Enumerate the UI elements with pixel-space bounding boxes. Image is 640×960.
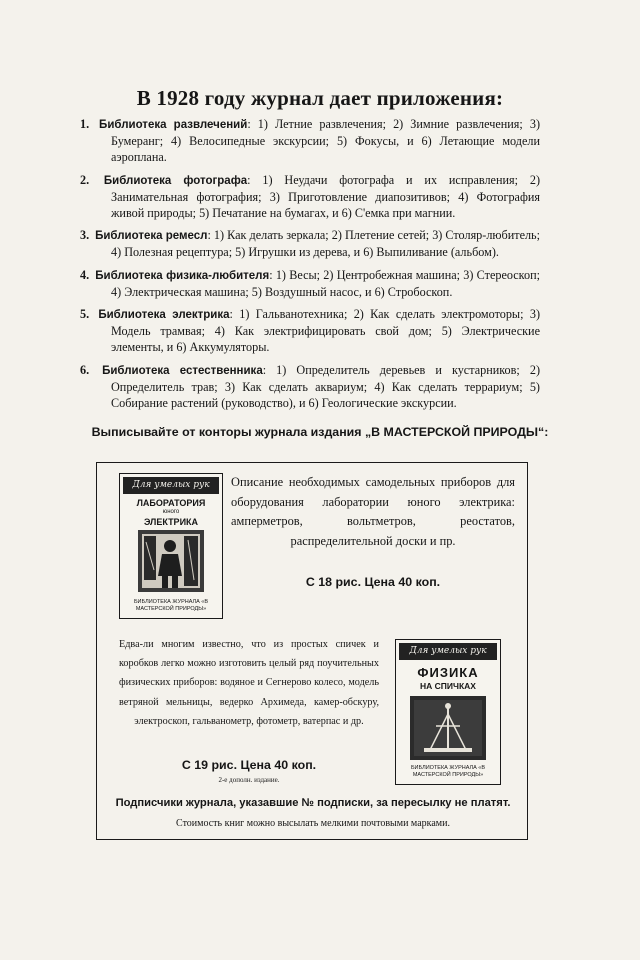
item-number: 5. [80,307,90,322]
library-contents: : 1) Гальванотехника; 2) Как сделать электромоторы; 3) Модель трамвая; 4) Как электрифицировать свой дом; 5) Электрические элементы, и 6) Аккумуляторы. [111,307,541,355]
library-contents: : 1) Неудачи фотографа и их исправления; 2) Занимательная фотография; 3) Приготовление диапозитивов; 4) Фотография живой природы; 5) Печатание на бумагах, и 6) С'емка при магнии. [111,172,541,221]
page-title: В 1928 году журнал дает приложения: [136,86,504,110]
cover-subtitle: юного [162,509,180,515]
library-contents: : 1) Весы; 2) Центробежная машина; 3) Стереоскоп; 4) Электрическая машина; 5) Воздушный насос, и 6) Стробоскоп. [111,267,540,299]
electrician-illustration [138,530,204,592]
order-note: Выписывайте от конторы журнала издания „В МАСТЕРСКОЙ ПРИРОДЫ“: [91,425,549,439]
library-contents: : 1) Как делать зеркала; 2) Плетение сетей; 3) Столяр-любитель; 4) Полезная рецептура; 5) Игрушки из дерева, и 6) Выпиливание (альбом). [111,228,541,260]
list-item [80,116,540,166]
book-description: Едва-ли многим известно, что из простых спичек и коробков легко можно изготовить целый ряд поучительных физических приборов: водяное и Сегнерово колесо, модель ветряной мельницы, ведерко Архимеда, камер-обскуру, электроскоп, гальванометр, фотометр, ватерпас и др. [119,639,379,727]
list-item [80,227,540,260]
book-description: Описание необходимых самодельных приборов для оборудования лаборатории юного электрика: амперметров, вольтметров, реостатов, распределительной доски и пр. [231,475,515,548]
cover-footer: БИБЛИОТЕКА ЖУРНАЛА «В МАСТЕРСКОЙ ПРИРОДЫ» [410,765,486,778]
cover-title: ФИЗИКА [417,665,479,680]
library-name: Библиотека ремесл [95,230,208,243]
list-item [80,172,540,222]
cover-title-second: НА СПИЧКАХ [420,681,476,691]
cover-title-second: ЭЛЕКТРИКА [143,517,199,527]
library-list [80,116,540,417]
cover-header: Для умелых рук [123,477,219,494]
item-number: 1. [80,117,90,131]
book-cover-electrician [119,473,223,619]
library-name: Библиотека физика-любителя [95,269,270,282]
stamps-note: Стоимость книг можно высылать мелкими почтовыми марками. [176,818,450,829]
list-item [80,306,540,356]
book-cover-physics-on-matches [395,639,501,785]
library-name: Библиотека электрика [98,309,230,322]
library-name: Библиотека фотографа [103,174,248,187]
subscribers-note: Подписчики журнала, указавшие № подписки, за пересылку не платят. [115,797,511,809]
book-price: С 19 рис. Цена 40 коп. [181,758,317,772]
library-contents: : 1) Летние развлечения; 2) Зимние развлечения; 3) Бумеранг; 4) Велосипедные экскурсии; 5) Фокусы, и 6) Летающие модели аэроплана. [111,117,540,165]
list-item [80,362,540,412]
cover-footer: БИБЛИОТЕКА ЖУРНАЛА «В МАСТЕРСКОЙ ПРИРОДЫ» [133,599,209,612]
match-apparatus-illustration [410,696,486,760]
edition-note: 2-е дополн. издание. [218,776,280,784]
item-number: 3. [80,228,90,243]
list-item [80,267,540,300]
item-number: 4. [80,267,90,282]
cover-title: ЛАБОРАТОРИЯ [136,498,206,508]
library-name: Библиотека естественника [102,364,263,377]
advertisement-box [96,462,528,840]
item-number: 6. [80,362,90,377]
library-contents: : 1) Определитель деревьев и кустарников; 2) Определитель трав; 3) Как сделать аквариум; 4) Как сделать террариум; 5) Собирание растений (руководство), и 6) Геологические экскурсии. [111,362,540,411]
item-number: 2. [80,172,90,187]
library-name: Библиотека развлечений [99,119,248,131]
cover-header: Для умелых рук [399,643,497,660]
book-price: С 18 рис. Цена 40 коп. [305,575,441,589]
